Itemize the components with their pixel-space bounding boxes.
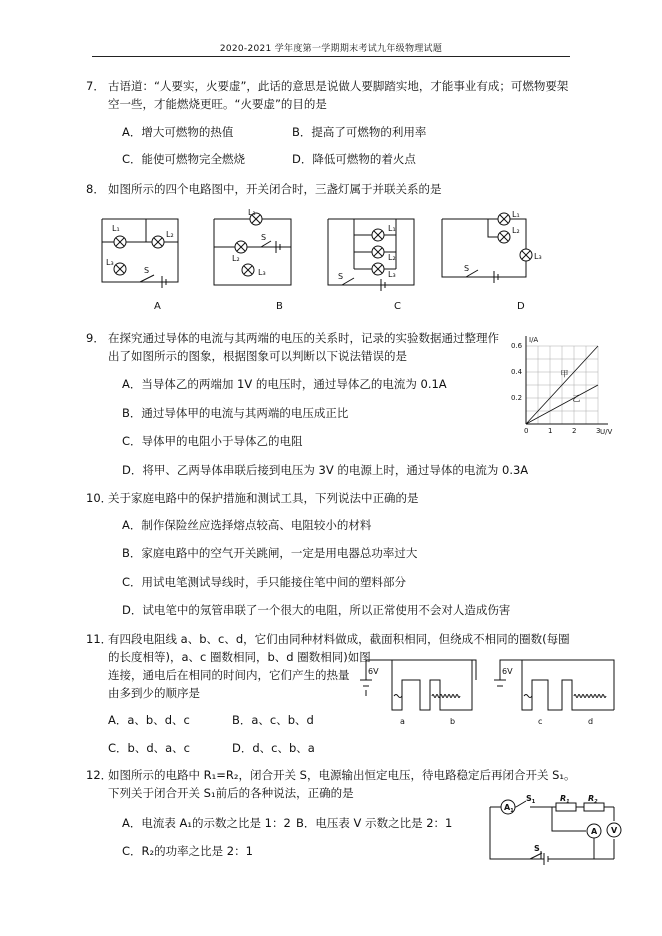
option-c[interactable]: C．b、d、a、c [108,741,190,755]
question-number: 10． [86,491,113,505]
switch-s-label: S [534,844,540,853]
option-c[interactable]: C．用试电笔测试导线时，手只能接住笔中间的塑料部分 [122,575,407,589]
label-l1: L₁ [112,224,120,233]
circuit-diagrams-q8 [96,207,566,297]
label-l3: L₃ [388,270,396,279]
voltage-label: 6V [502,667,513,676]
wire-label-c: c [538,717,543,726]
option-d[interactable]: D．d、c、b、a [232,741,315,755]
label-l2: L₂ [166,230,174,239]
iv-chart [506,328,616,436]
r1-label: $R_1$ [560,794,570,805]
option-b[interactable]: B．通过导体甲的电流与其两端的电压成正比 [122,406,349,420]
option-b[interactable]: B．电压表 V 示数之比是 2：1 [296,816,453,830]
voltage-label: 6V [368,667,379,676]
question-text: 连接，通电后在相同的时间内，它们产生的热量 [108,668,350,682]
caption-b: B [276,301,283,312]
question-number: 8． [86,182,105,196]
option-b[interactable]: B．提高了可燃物的利用率 [292,125,427,139]
series-label-2: 乙 [572,394,581,404]
label-l2: L₂ [512,226,520,235]
ammeter-a-label: A [591,827,598,836]
x-tick-label: 1 [548,427,553,435]
question-text: 如图所示的电路中 R₁=R₂，闭合开关 S，电源输出恒定电压，待电路稳定后再闭合开关 S₁。 [108,768,576,782]
question-9 [86,329,503,365]
option-d[interactable]: D．降低可燃物的着火点 [292,152,416,166]
option-a[interactable]: A．a、b、d、c [108,713,190,727]
option-c[interactable]: C．R₂的功率之比是 2：1 [122,844,253,858]
caption-c: C [394,301,401,312]
question-text: 在探究通过导体的电流与其两端的电压的关系时，记录的实验数据通过整理作 [108,331,499,345]
question-number: 12． [86,768,113,782]
series-label-1: 甲 [560,369,569,379]
question-text: 空一些，才能燃烧更旺。“火要虚”的目的是 [108,97,327,111]
wire-label-b: b [450,717,456,726]
question-10 [86,489,578,507]
question-8 [86,180,578,198]
question-text: 有四段电阻线 a、b、c、d，它们由同种材料做成，截面积相同，但绕成不相同的圈数(每圈 [108,632,570,646]
header-rule [92,56,570,57]
question-text: 下列关于闭合开关 S₁前后的各种说法，正确的是 [108,786,354,800]
y-tick-label: 0.4 [511,368,523,376]
label-l2: L₂ [232,254,240,263]
option-d[interactable]: D．将甲、乙两导体串联后接到电压为 3V 的电源上时，通过导体的电流为 0.3A [122,463,529,477]
option-c[interactable]: C．导体甲的电阻小于导体乙的电阻 [122,434,303,448]
question-text: 古语道：“人要实，火要虚”，此话的意思是说做人要脚踏实地，才能事业有成；可燃物要架 [108,79,569,93]
switch-s1-label: $S_1$ [526,794,536,805]
label-s: S [338,272,344,281]
ammeter-a1-label: $A_1$ [504,803,514,814]
option-b[interactable]: B．a、c、b、d [232,713,314,727]
label-l1: L₁ [512,210,520,219]
label-s: S [261,233,267,242]
voltmeter-label: V [611,826,618,835]
label-l1: L₁ [248,208,256,217]
question-number: 7． [86,79,105,93]
question-number: 9． [86,331,105,345]
option-a[interactable]: A．电流表 A₁的示数之比是 1：2 [122,816,291,830]
question-text: 由多到少的顺序是 [108,686,200,700]
question-text: 的长度相等)，a、c 圈数相同，b、d 圈数相同)如图 [108,650,371,664]
page-header: 2020-2021 学年度第一学期期末考试九年级物理试题 [219,44,443,54]
x-tick-label: 0 [524,427,529,435]
resistance-wire-figure [362,656,622,734]
circuit-diagram-q12 [486,795,616,867]
label-l3: L₃ [258,268,266,277]
label-s: S [464,264,470,273]
label-l1: L₁ [388,224,396,233]
label-l3: L₃ [106,258,114,267]
option-c[interactable]: C．能使可燃物完全燃烧 [122,152,246,166]
question-text: 出了如图所示的图象，根据图象可以判断以下说法错误的是 [108,349,407,363]
y-tick-label: 0.6 [511,342,523,350]
x-tick-label: 2 [572,427,577,435]
label-l3: L₃ [534,252,542,261]
option-d[interactable]: D．试电笔中的氖管串联了一个很大的电阻，所以正常使用不会对人造成伤害 [122,603,511,617]
question-text: 关于家庭电路中的保护措施和测试工具，下列说法中正确的是 [108,491,419,505]
y-axis-label: I/A [529,336,539,344]
caption-d: D [517,301,525,312]
circuit-b [214,219,291,285]
y-tick-label: 0.2 [511,394,523,402]
wire-label-a: a [400,717,405,726]
caption-a: A [154,301,161,312]
wire-label-d: d [588,717,594,726]
option-a[interactable]: A．制作保险丝应选择熔点较高、电阻较小的材料 [122,518,372,532]
question-number: 11． [86,632,113,646]
r2-label: $R_2$ [588,794,598,805]
label-s: S [144,266,150,275]
x-tick-label: 3 [596,427,601,435]
label-l2: L₂ [388,253,396,262]
question-7 [86,77,578,113]
question-text: 如图所示的四个电路图中，开关闭合时，三盏灯属于并联关系的是 [108,182,442,196]
x-axis-label: U/V [600,428,613,436]
option-a[interactable]: A．当导体乙的两端加 1V 的电压时，通过导体乙的电流为 0.1A [122,377,447,391]
option-a[interactable]: A．增大可燃物的热值 [122,125,234,139]
option-b[interactable]: B．家庭电路中的空气开关跳闸，一定是用电器总功率过大 [122,546,418,560]
